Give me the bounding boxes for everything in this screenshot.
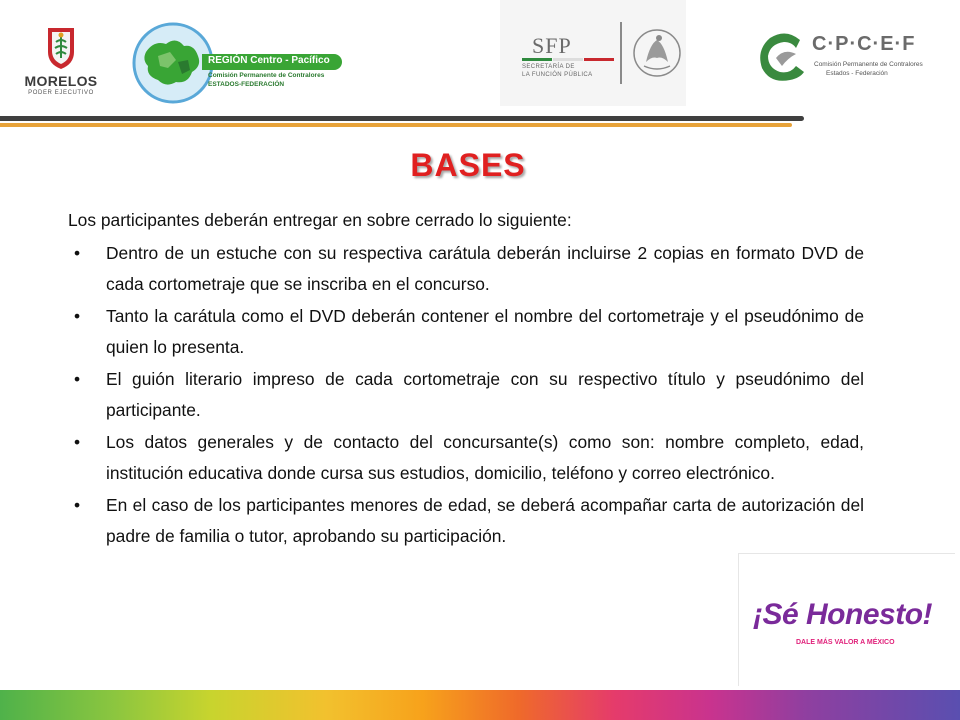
se-honesto-logo	[738, 553, 955, 686]
cpcef-subtitle-1: Comisión Permanente de Contralores	[814, 61, 923, 68]
sfp-logo	[500, 0, 686, 106]
morelos-subtitle: PODER EJECUTIVO	[28, 90, 94, 96]
bullet-text: Los datos generales y de contacto del concursante(s) como son: nombre completo, edad, institución educativa donde cursa sus estudios, domicilio, teléfono y correo electrónico.	[106, 432, 864, 483]
bullet-text: Dentro de un estuche con su respectiva carátula deberán incluirse 2 copias en formato DVD de cada cortometraje que se inscriba en el concurso.	[106, 243, 864, 294]
list-item	[68, 301, 864, 363]
sfp-name-line-2: LA FUNCIÓN PÚBLICA	[522, 72, 593, 78]
se-honesto-title: ¡Sé Honesto!	[753, 598, 933, 631]
region-text	[202, 54, 347, 96]
list-item	[68, 490, 864, 552]
list-item	[68, 427, 864, 489]
sfp-tricolor-line	[522, 58, 614, 61]
header-divider-orange	[0, 123, 792, 127]
cpcef-name: C·P·C·E·F	[812, 33, 916, 55]
bullet-icon: •	[74, 369, 81, 389]
bullet-icon: •	[74, 432, 81, 452]
region-line-2: ESTADOS-FEDERACIÓN	[208, 81, 285, 88]
se-honesto-tagline: DALE MÁS VALOR A MÉXICO	[796, 639, 895, 646]
cpcef-leaf-icon	[756, 28, 808, 86]
bullet-list	[68, 238, 864, 553]
page-title: BASES	[410, 147, 526, 183]
morelos-logo	[22, 26, 100, 101]
region-line-1: Comisión Permanente de Contralores	[208, 72, 325, 79]
intro-text: Los participantes deberán entregar en sobre cerrado lo siguiente:	[68, 210, 572, 230]
cpcef-subtitle-2: Estados - Federación	[826, 70, 888, 77]
sfp-divider	[620, 22, 622, 84]
footer-color-stripe	[0, 690, 960, 720]
list-item	[68, 364, 864, 426]
region-title: REGIÓN Centro - Pacífico	[208, 55, 330, 66]
bullet-text: El guión literario impreso de cada cortometraje con su respectivo título y pseudónimo del participante.	[106, 369, 864, 420]
mexico-eagle-seal-icon	[632, 22, 682, 84]
bullet-text: En el caso de los participantes menores de edad, se deberá acompañar carta de autorización del padre de familia o tutor, aprobando su participación.	[106, 495, 864, 546]
bullet-icon: •	[74, 243, 81, 263]
morelos-shield-icon	[46, 26, 76, 70]
bullet-icon: •	[74, 495, 81, 515]
sfp-abbreviation: SFP	[532, 33, 572, 58]
cpcef-logo	[756, 24, 946, 92]
region-centro-pacifico-logo	[132, 22, 347, 104]
morelos-name: MORELOS	[24, 73, 98, 89]
header-divider-dark	[0, 116, 804, 121]
bullet-icon: •	[74, 306, 81, 326]
list-item	[68, 238, 864, 300]
sfp-name-line-1: SECRETARÍA DE	[522, 64, 575, 70]
bullet-text: Tanto la carátula como el DVD deberán contener el nombre del cortometraje y el pseudónimo de quien lo presenta.	[106, 306, 864, 357]
